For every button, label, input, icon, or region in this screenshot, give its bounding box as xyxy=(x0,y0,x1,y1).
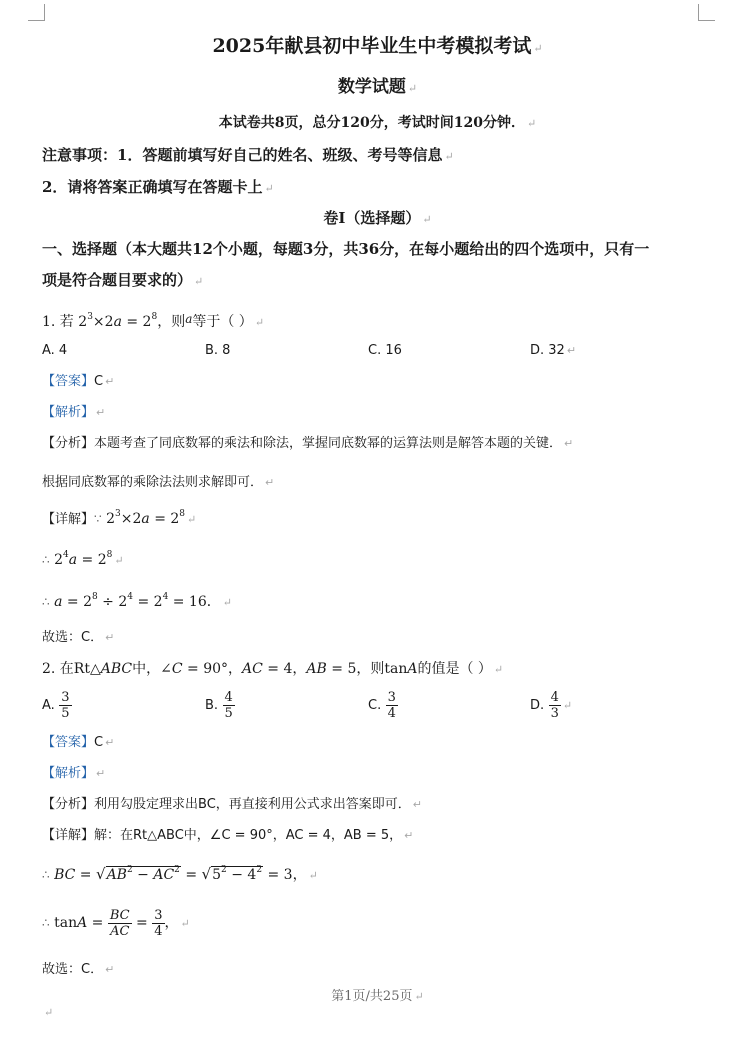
q1-method: 根据同底数幂的乘除法法则求解即可． ↵ xyxy=(42,475,275,490)
q1-option-b: B. 8 xyxy=(205,343,231,358)
q1-option-c: C. 16 xyxy=(368,343,402,358)
page-footer: 第1页/共25页 ↵ xyxy=(331,989,424,1004)
q2-option-d: D. $\frac{4}{3}$ ↵ xyxy=(530,689,573,721)
q2-analysis-label: 【解析】 ↵ xyxy=(42,766,106,781)
q1-answer: 【答案】C ↵ xyxy=(42,374,115,389)
q1-option-d: D. 32 ↵ xyxy=(530,343,577,358)
q1-choose: 故选：C． ↵ xyxy=(42,630,115,645)
q1-fenxi: 【分析】本题考查了同底数幂的乘法和除法，掌握同底数幂的运算法则是解答本题的关键． ↵ xyxy=(42,436,574,451)
q1-analysis-label: 【解析】 ↵ xyxy=(42,405,106,420)
exam-title: 2025年献县初中毕业生中考模拟考试 ↵ xyxy=(212,35,543,57)
q2-detail-2: ∴ BC = $√AB^2 - AC^2 = √5^2 - 4^2 = 3$， ↵ xyxy=(42,865,318,883)
q1-equation: $2^3\times 2a = 2^8$ xyxy=(78,312,158,330)
q1-detail-3: ∴ $a = 2^8 \div 2^4 = 2^4 = 16$． ↵ xyxy=(42,592,232,610)
q2-option-c: C. $\frac{3}{4}$ xyxy=(368,689,396,721)
q2-choose: 故选：C． ↵ xyxy=(42,962,115,977)
section-desc-line-2: 项是符合题目要求的） ↵ xyxy=(42,271,204,289)
section-title: 卷I（选择题） ↵ xyxy=(323,209,432,227)
exam-info: 本试卷共8页，总分120分，考试时间120分钟． ↵ xyxy=(218,115,537,131)
q2-option-a: A. $\frac{3}{5}$ xyxy=(42,689,70,721)
q2-answer: 【答案】C ↵ xyxy=(42,735,115,750)
crop-mark-top-left xyxy=(28,4,45,21)
q2-detail-3: ∴ tanA = $\frac{BC}{AC}$ = $\frac{3}{4}$ ， ↵ xyxy=(42,907,190,939)
q1-stem: 1. 若 $2^3\times 2a = 2^8$，则a等于（ ） ↵ xyxy=(42,312,265,330)
notice-line-1: 注意事项：1．答题前填写好自己的姓名、班级、考号等信息 ↵ xyxy=(42,146,454,164)
paragraph-mark: ↵ xyxy=(44,1006,54,1019)
q2-stem: 2. 在Rt△ABC中，∠C = 90°，AC = 4，AB = 5，则tanA的值是（ ） ↵ xyxy=(42,661,504,677)
crop-mark-top-right xyxy=(698,4,715,21)
q1-detail-2: ∴ $2^4a = 2^8$ ↵ xyxy=(42,550,124,568)
subject-title: 数学试题 ↵ xyxy=(337,77,418,97)
notice-line-2: 2．请将答案正确填写在答题卡上 ↵ xyxy=(42,178,274,196)
q2-option-b: B. $\frac{4}{5}$ xyxy=(205,689,233,721)
q1-detail-1: 【详解】∵ $2^3\times 2a = 2^8$ ↵ xyxy=(42,509,197,527)
section-desc-line-1: 一、选择题（本大题共12个小题，每题3分，共36分，在每小题给出的四个选项中，只有一 xyxy=(42,240,650,258)
q2-detail-1: 【详解】解：在Rt△ABC中，∠C = 90°，AC = 4，AB = 5， ↵ xyxy=(42,828,414,843)
q1-option-a: A. 4 xyxy=(42,343,68,358)
q2-fenxi: 【分析】利用勾股定理求出BC，再直接利用公式求出答案即可． ↵ xyxy=(42,797,423,812)
